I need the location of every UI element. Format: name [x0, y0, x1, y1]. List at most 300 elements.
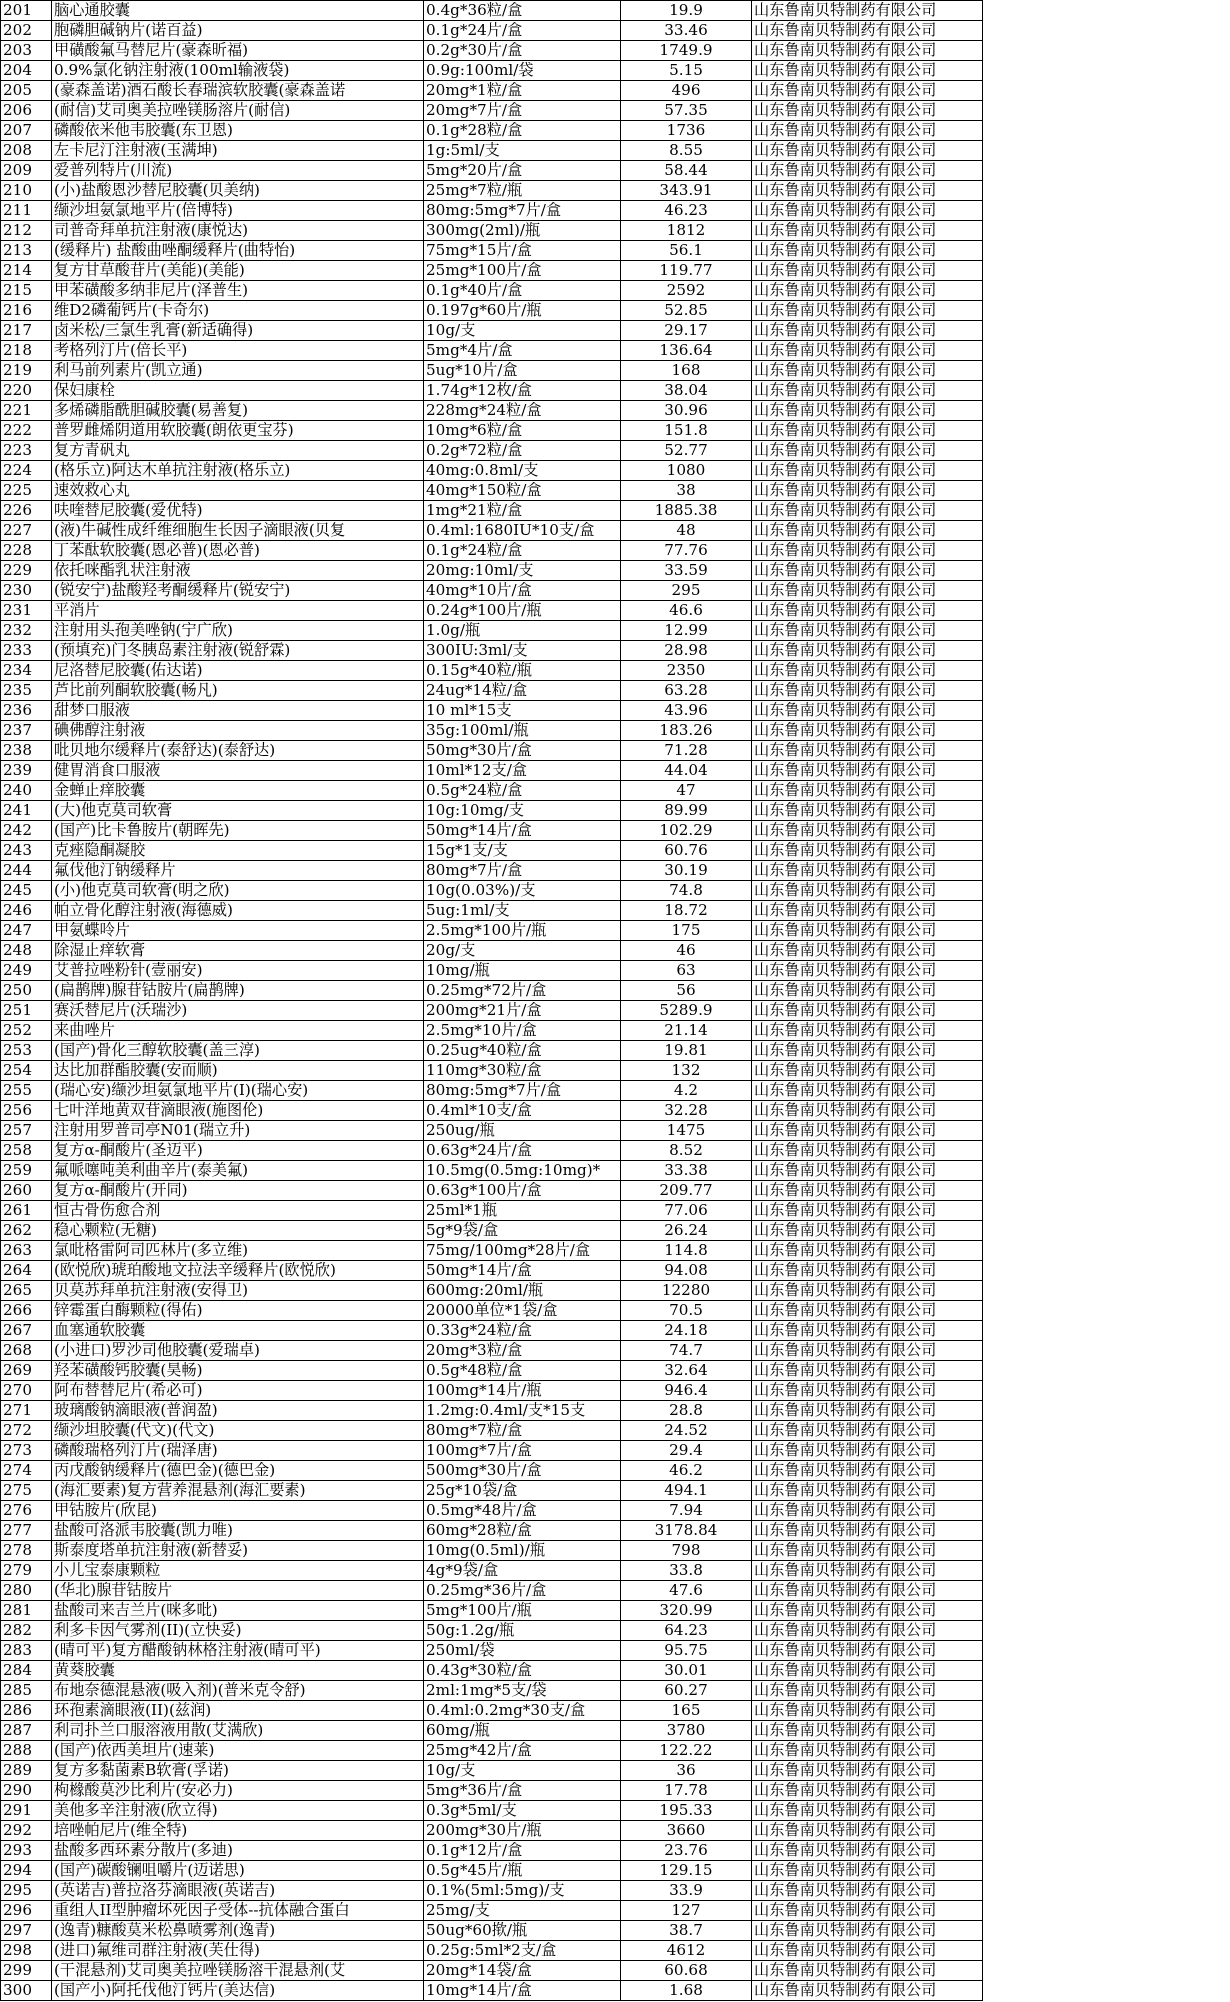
manufacturer-cell[interactable]: 山东鲁南贝特制药有限公司	[752, 881, 983, 901]
row-number-cell[interactable]: 218	[1, 341, 52, 361]
price-cell[interactable]: 1.68	[621, 1981, 752, 2001]
manufacturer-cell[interactable]: 山东鲁南贝特制药有限公司	[752, 621, 983, 641]
price-cell[interactable]: 21.14	[621, 1021, 752, 1041]
manufacturer-cell[interactable]: 山东鲁南贝特制药有限公司	[752, 1681, 983, 1701]
price-cell[interactable]: 26.24	[621, 1221, 752, 1241]
manufacturer-cell[interactable]: 山东鲁南贝特制药有限公司	[752, 1981, 983, 2001]
row-number-cell[interactable]: 233	[1, 641, 52, 661]
drug-name-cell[interactable]: 复方α-酮酸片(圣迈平)	[52, 1141, 424, 1161]
manufacturer-cell[interactable]: 山东鲁南贝特制药有限公司	[752, 21, 983, 41]
specification-cell[interactable]: 1g:5ml/支	[424, 141, 621, 161]
price-cell[interactable]: 60.27	[621, 1681, 752, 1701]
row-number-cell[interactable]: 284	[1, 1661, 52, 1681]
specification-cell[interactable]: 20000单位*1袋/盒	[424, 1301, 621, 1321]
price-cell[interactable]: 30.96	[621, 401, 752, 421]
manufacturer-cell[interactable]: 山东鲁南贝特制药有限公司	[752, 1, 983, 21]
drug-name-cell[interactable]: 健胃消食口服液	[52, 761, 424, 781]
drug-name-cell[interactable]: 复方多黏菌素B软膏(孚诺)	[52, 1761, 424, 1781]
manufacturer-cell[interactable]: 山东鲁南贝特制药有限公司	[752, 1021, 983, 1041]
drug-name-cell[interactable]: 艾普拉唑粉针(壹丽安)	[52, 961, 424, 981]
specification-cell[interactable]: 100mg*14片/瓶	[424, 1381, 621, 1401]
price-cell[interactable]: 33.38	[621, 1161, 752, 1181]
manufacturer-cell[interactable]: 山东鲁南贝特制药有限公司	[752, 681, 983, 701]
price-cell[interactable]: 1812	[621, 221, 752, 241]
manufacturer-cell[interactable]: 山东鲁南贝特制药有限公司	[752, 1501, 983, 1521]
drug-name-cell[interactable]: 卤米松/三氯生乳膏(新适确得)	[52, 321, 424, 341]
price-cell[interactable]: 46	[621, 941, 752, 961]
price-cell[interactable]: 17.78	[621, 1781, 752, 1801]
specification-cell[interactable]: 60mg*28粒/盒	[424, 1521, 621, 1541]
price-cell[interactable]: 183.26	[621, 721, 752, 741]
price-cell[interactable]: 119.77	[621, 261, 752, 281]
specification-cell[interactable]: 75mg/100mg*28片/盒	[424, 1241, 621, 1261]
row-number-cell[interactable]: 242	[1, 821, 52, 841]
specification-cell[interactable]: 80mg:5mg*7片/盒	[424, 201, 621, 221]
specification-cell[interactable]: 200mg*21片/盒	[424, 1001, 621, 1021]
drug-name-cell[interactable]: (豪森盖诺)酒石酸长春瑞滨软胶囊(豪森盖诺	[52, 81, 424, 101]
drug-name-cell[interactable]: 氟哌噻吨美利曲辛片(泰美氟)	[52, 1161, 424, 1181]
row-number-cell[interactable]: 248	[1, 941, 52, 961]
row-number-cell[interactable]: 227	[1, 521, 52, 541]
price-cell[interactable]: 46.6	[621, 601, 752, 621]
specification-cell[interactable]: 0.197g*60片/瓶	[424, 301, 621, 321]
specification-cell[interactable]: 10g:10mg/支	[424, 801, 621, 821]
price-cell[interactable]: 151.8	[621, 421, 752, 441]
row-number-cell[interactable]: 292	[1, 1821, 52, 1841]
price-cell[interactable]: 4.2	[621, 1081, 752, 1101]
row-number-cell[interactable]: 281	[1, 1601, 52, 1621]
price-cell[interactable]: 32.28	[621, 1101, 752, 1121]
price-cell[interactable]: 36	[621, 1761, 752, 1781]
specification-cell[interactable]: 10ml*12支/盒	[424, 761, 621, 781]
manufacturer-cell[interactable]: 山东鲁南贝特制药有限公司	[752, 781, 983, 801]
price-cell[interactable]: 7.94	[621, 1501, 752, 1521]
row-number-cell[interactable]: 262	[1, 1221, 52, 1241]
row-number-cell[interactable]: 251	[1, 1001, 52, 1021]
manufacturer-cell[interactable]: 山东鲁南贝特制药有限公司	[752, 1301, 983, 1321]
specification-cell[interactable]: 10mg/瓶	[424, 961, 621, 981]
price-cell[interactable]: 122.22	[621, 1741, 752, 1761]
drug-name-cell[interactable]: 甜梦口服液	[52, 701, 424, 721]
row-number-cell[interactable]: 238	[1, 741, 52, 761]
price-cell[interactable]: 46.23	[621, 201, 752, 221]
drug-name-cell[interactable]: 达比加群酯胶囊(安而顺)	[52, 1061, 424, 1081]
price-cell[interactable]: 295	[621, 581, 752, 601]
manufacturer-cell[interactable]: 山东鲁南贝特制药有限公司	[752, 561, 983, 581]
manufacturer-cell[interactable]: 山东鲁南贝特制药有限公司	[752, 981, 983, 1001]
price-cell[interactable]: 102.29	[621, 821, 752, 841]
manufacturer-cell[interactable]: 山东鲁南贝特制药有限公司	[752, 261, 983, 281]
manufacturer-cell[interactable]: 山东鲁南贝特制药有限公司	[752, 61, 983, 81]
drug-name-cell[interactable]: 恒古骨伤愈合剂	[52, 1201, 424, 1221]
row-number-cell[interactable]: 300	[1, 1981, 52, 2001]
row-number-cell[interactable]: 252	[1, 1021, 52, 1041]
row-number-cell[interactable]: 230	[1, 581, 52, 601]
price-cell[interactable]: 47	[621, 781, 752, 801]
row-number-cell[interactable]: 246	[1, 901, 52, 921]
drug-name-cell[interactable]: 盐酸多西环素分散片(多迪)	[52, 1841, 424, 1861]
row-number-cell[interactable]: 224	[1, 461, 52, 481]
manufacturer-cell[interactable]: 山东鲁南贝特制药有限公司	[752, 1881, 983, 1901]
row-number-cell[interactable]: 274	[1, 1461, 52, 1481]
drug-name-cell[interactable]: 环孢素滴眼液(II)(兹润)	[52, 1701, 424, 1721]
row-number-cell[interactable]: 254	[1, 1061, 52, 1081]
price-cell[interactable]: 77.06	[621, 1201, 752, 1221]
price-cell[interactable]: 8.52	[621, 1141, 752, 1161]
manufacturer-cell[interactable]: 山东鲁南贝特制药有限公司	[752, 1001, 983, 1021]
manufacturer-cell[interactable]: 山东鲁南贝特制药有限公司	[752, 1081, 983, 1101]
drug-name-cell[interactable]: 胞磷胆碱钠片(诺百益)	[52, 21, 424, 41]
drug-name-cell[interactable]: 磷酸瑞格列汀片(瑞泽唐)	[52, 1441, 424, 1461]
row-number-cell[interactable]: 204	[1, 61, 52, 81]
drug-name-cell[interactable]: 金蝉止痒胶囊	[52, 781, 424, 801]
price-cell[interactable]: 52.77	[621, 441, 752, 461]
specification-cell[interactable]: 10mg*6粒/盒	[424, 421, 621, 441]
manufacturer-cell[interactable]: 山东鲁南贝特制药有限公司	[752, 941, 983, 961]
manufacturer-cell[interactable]: 山东鲁南贝特制药有限公司	[752, 1821, 983, 1841]
specification-cell[interactable]: 40mg*10片/盒	[424, 581, 621, 601]
row-number-cell[interactable]: 289	[1, 1761, 52, 1781]
manufacturer-cell[interactable]: 山东鲁南贝特制药有限公司	[752, 1901, 983, 1921]
manufacturer-cell[interactable]: 山东鲁南贝特制药有限公司	[752, 1401, 983, 1421]
price-cell[interactable]: 114.8	[621, 1241, 752, 1261]
specification-cell[interactable]: 50mg*30片/盒	[424, 741, 621, 761]
manufacturer-cell[interactable]: 山东鲁南贝特制药有限公司	[752, 341, 983, 361]
specification-cell[interactable]: 0.4g*36粒/盒	[424, 1, 621, 21]
price-cell[interactable]: 18.72	[621, 901, 752, 921]
row-number-cell[interactable]: 215	[1, 281, 52, 301]
specification-cell[interactable]: 40mg*150粒/盒	[424, 481, 621, 501]
drug-name-cell[interactable]: 平消片	[52, 601, 424, 621]
drug-name-cell[interactable]: (晴可平)复方醋酸钠林格注射液(晴可平)	[52, 1641, 424, 1661]
drug-name-cell[interactable]: 斯泰度塔单抗注射液(新替妥)	[52, 1541, 424, 1561]
specification-cell[interactable]: 228mg*24粒/盒	[424, 401, 621, 421]
specification-cell[interactable]: 25ml*1瓶	[424, 1201, 621, 1221]
price-cell[interactable]: 43.96	[621, 701, 752, 721]
drug-name-cell[interactable]: 司普奇拜单抗注射液(康悦达)	[52, 221, 424, 241]
manufacturer-cell[interactable]: 山东鲁南贝特制药有限公司	[752, 1041, 983, 1061]
row-number-cell[interactable]: 278	[1, 1541, 52, 1561]
specification-cell[interactable]: 20mg:10ml/支	[424, 561, 621, 581]
row-number-cell[interactable]: 219	[1, 361, 52, 381]
price-cell[interactable]: 19.9	[621, 1, 752, 21]
drug-name-cell[interactable]: 缬沙坦胶囊(代文)(代文)	[52, 1421, 424, 1441]
drug-name-cell[interactable]: (国产)骨化三醇软胶囊(盖三淳)	[52, 1041, 424, 1061]
specification-cell[interactable]: 5g*9袋/盒	[424, 1221, 621, 1241]
row-number-cell[interactable]: 255	[1, 1081, 52, 1101]
row-number-cell[interactable]: 264	[1, 1261, 52, 1281]
drug-name-cell[interactable]: (耐信)艾司奥美拉唑镁肠溶片(耐信)	[52, 101, 424, 121]
drug-name-cell[interactable]: 锌霉蛋白酶颗粒(得佑)	[52, 1301, 424, 1321]
manufacturer-cell[interactable]: 山东鲁南贝特制药有限公司	[752, 1221, 983, 1241]
drug-name-cell[interactable]: 丁苯酞软胶囊(恩必普)(恩必普)	[52, 541, 424, 561]
manufacturer-cell[interactable]: 山东鲁南贝特制药有限公司	[752, 1321, 983, 1341]
price-cell[interactable]: 44.04	[621, 761, 752, 781]
row-number-cell[interactable]: 260	[1, 1181, 52, 1201]
row-number-cell[interactable]: 245	[1, 881, 52, 901]
price-cell[interactable]: 30.19	[621, 861, 752, 881]
price-cell[interactable]: 94.08	[621, 1261, 752, 1281]
specification-cell[interactable]: 250ml/袋	[424, 1641, 621, 1661]
manufacturer-cell[interactable]: 山东鲁南贝特制药有限公司	[752, 301, 983, 321]
specification-cell[interactable]: 0.2g*30片/盒	[424, 41, 621, 61]
manufacturer-cell[interactable]: 山东鲁南贝特制药有限公司	[752, 441, 983, 461]
manufacturer-cell[interactable]: 山东鲁南贝特制药有限公司	[752, 101, 983, 121]
row-number-cell[interactable]: 228	[1, 541, 52, 561]
specification-cell[interactable]: 5mg*20片/盒	[424, 161, 621, 181]
row-number-cell[interactable]: 259	[1, 1161, 52, 1181]
row-number-cell[interactable]: 266	[1, 1301, 52, 1321]
specification-cell[interactable]: 200mg*30片/瓶	[424, 1821, 621, 1841]
manufacturer-cell[interactable]: 山东鲁南贝特制药有限公司	[752, 821, 983, 841]
price-cell[interactable]: 494.1	[621, 1481, 752, 1501]
drug-name-cell[interactable]: 注射用罗普司亭N01(瑞立升)	[52, 1121, 424, 1141]
drug-name-cell[interactable]: (液)牛碱性成纤维细胞生长因子滴眼液(贝复	[52, 521, 424, 541]
price-cell[interactable]: 8.55	[621, 141, 752, 161]
manufacturer-cell[interactable]: 山东鲁南贝特制药有限公司	[752, 1341, 983, 1361]
specification-cell[interactable]: 20mg*1粒/盒	[424, 81, 621, 101]
manufacturer-cell[interactable]: 山东鲁南贝特制药有限公司	[752, 361, 983, 381]
manufacturer-cell[interactable]: 山东鲁南贝特制药有限公司	[752, 1961, 983, 1981]
specification-cell[interactable]: 10g(0.03%)/支	[424, 881, 621, 901]
manufacturer-cell[interactable]: 山东鲁南贝特制药有限公司	[752, 1381, 983, 1401]
row-number-cell[interactable]: 283	[1, 1641, 52, 1661]
drug-name-cell[interactable]: (国产)依西美坦片(速莱)	[52, 1741, 424, 1761]
drug-name-cell[interactable]: 布地奈德混悬液(吸入剂)(普米克令舒)	[52, 1681, 424, 1701]
drug-name-cell[interactable]: 黄葵胶囊	[52, 1661, 424, 1681]
price-cell[interactable]: 19.81	[621, 1041, 752, 1061]
drug-name-cell[interactable]: 碘佛醇注射液	[52, 721, 424, 741]
price-cell[interactable]: 33.46	[621, 21, 752, 41]
drug-name-cell[interactable]: 爱普列特片(川流)	[52, 161, 424, 181]
specification-cell[interactable]: 20mg*7片/盒	[424, 101, 621, 121]
manufacturer-cell[interactable]: 山东鲁南贝特制药有限公司	[752, 1921, 983, 1941]
row-number-cell[interactable]: 243	[1, 841, 52, 861]
specification-cell[interactable]: 25g*10袋/盒	[424, 1481, 621, 1501]
drug-name-cell[interactable]: 呋喹替尼胶囊(爱优特)	[52, 501, 424, 521]
manufacturer-cell[interactable]: 山东鲁南贝特制药有限公司	[752, 721, 983, 741]
manufacturer-cell[interactable]: 山东鲁南贝特制药有限公司	[752, 461, 983, 481]
manufacturer-cell[interactable]: 山东鲁南贝特制药有限公司	[752, 481, 983, 501]
manufacturer-cell[interactable]: 山东鲁南贝特制药有限公司	[752, 1101, 983, 1121]
price-cell[interactable]: 946.4	[621, 1381, 752, 1401]
manufacturer-cell[interactable]: 山东鲁南贝特制药有限公司	[752, 541, 983, 561]
price-cell[interactable]: 798	[621, 1541, 752, 1561]
row-number-cell[interactable]: 267	[1, 1321, 52, 1341]
specification-cell[interactable]: 0.3g*5ml/支	[424, 1801, 621, 1821]
row-number-cell[interactable]: 203	[1, 41, 52, 61]
specification-cell[interactable]: 5mg*100片/瓶	[424, 1601, 621, 1621]
manufacturer-cell[interactable]: 山东鲁南贝特制药有限公司	[752, 1741, 983, 1761]
manufacturer-cell[interactable]: 山东鲁南贝特制药有限公司	[752, 1541, 983, 1561]
price-cell[interactable]: 32.64	[621, 1361, 752, 1381]
specification-cell[interactable]: 40mg:0.8ml/支	[424, 461, 621, 481]
row-number-cell[interactable]: 211	[1, 201, 52, 221]
manufacturer-cell[interactable]: 山东鲁南贝特制药有限公司	[752, 921, 983, 941]
drug-name-cell[interactable]: 氯吡格雷阿司匹林片(多立维)	[52, 1241, 424, 1261]
price-cell[interactable]: 1080	[621, 461, 752, 481]
price-cell[interactable]: 74.8	[621, 881, 752, 901]
specification-cell[interactable]: 5mg*36片/盒	[424, 1781, 621, 1801]
row-number-cell[interactable]: 213	[1, 241, 52, 261]
drug-name-cell[interactable]: (瑞心安)缬沙坦氨氯地平片(I)(瑞心安)	[52, 1081, 424, 1101]
specification-cell[interactable]: 0.4ml:0.2mg*30支/盒	[424, 1701, 621, 1721]
price-cell[interactable]: 77.76	[621, 541, 752, 561]
price-cell[interactable]: 5289.9	[621, 1001, 752, 1021]
price-cell[interactable]: 63.28	[621, 681, 752, 701]
manufacturer-cell[interactable]: 山东鲁南贝特制药有限公司	[752, 1621, 983, 1641]
drug-name-cell[interactable]: 丙戊酸钠缓释片(德巴金)(德巴金)	[52, 1461, 424, 1481]
specification-cell[interactable]: 60mg/瓶	[424, 1721, 621, 1741]
specification-cell[interactable]: 0.5g*48粒/盒	[424, 1361, 621, 1381]
row-number-cell[interactable]: 234	[1, 661, 52, 681]
row-number-cell[interactable]: 201	[1, 1, 52, 21]
manufacturer-cell[interactable]: 山东鲁南贝特制药有限公司	[752, 201, 983, 221]
drug-name-cell[interactable]: 速效救心丸	[52, 481, 424, 501]
specification-cell[interactable]: 300IU:3ml/支	[424, 641, 621, 661]
specification-cell[interactable]: 25mg*7粒/瓶	[424, 181, 621, 201]
price-cell[interactable]: 63	[621, 961, 752, 981]
manufacturer-cell[interactable]: 山东鲁南贝特制药有限公司	[752, 1561, 983, 1581]
drug-name-cell[interactable]: 除湿止痒软膏	[52, 941, 424, 961]
specification-cell[interactable]: 20g/支	[424, 941, 621, 961]
manufacturer-cell[interactable]: 山东鲁南贝特制药有限公司	[752, 1781, 983, 1801]
specification-cell[interactable]: 0.63g*24片/盒	[424, 1141, 621, 1161]
row-number-cell[interactable]: 269	[1, 1361, 52, 1381]
price-cell[interactable]: 71.28	[621, 741, 752, 761]
price-cell[interactable]: 165	[621, 1701, 752, 1721]
specification-cell[interactable]: 0.5mg*48片/盒	[424, 1501, 621, 1521]
drug-name-cell[interactable]: 氟伐他汀钠缓释片	[52, 861, 424, 881]
drug-name-cell[interactable]: (小)盐酸恩沙替尼胶囊(贝美纳)	[52, 181, 424, 201]
row-number-cell[interactable]: 229	[1, 561, 52, 581]
manufacturer-cell[interactable]: 山东鲁南贝特制药有限公司	[752, 1801, 983, 1821]
drug-name-cell[interactable]: (小进口)罗沙司他胶囊(爱瑞卓)	[52, 1341, 424, 1361]
drug-name-cell[interactable]: 利司扑兰口服溶液用散(艾满欣)	[52, 1721, 424, 1741]
specification-cell[interactable]: 0.15g*40粒/瓶	[424, 661, 621, 681]
drug-name-cell[interactable]: 缬沙坦氨氯地平片(倍博特)	[52, 201, 424, 221]
row-number-cell[interactable]: 257	[1, 1121, 52, 1141]
drug-name-cell[interactable]: (锐安宁)盐酸羟考酮缓释片(锐安宁)	[52, 581, 424, 601]
row-number-cell[interactable]: 223	[1, 441, 52, 461]
row-number-cell[interactable]: 298	[1, 1941, 52, 1961]
drug-name-cell[interactable]: 甲氨蝶呤片	[52, 921, 424, 941]
specification-cell[interactable]: 75mg*15片/盒	[424, 241, 621, 261]
specification-cell[interactable]: 2ml:1mg*5支/袋	[424, 1681, 621, 1701]
row-number-cell[interactable]: 290	[1, 1781, 52, 1801]
price-cell[interactable]: 46.2	[621, 1461, 752, 1481]
price-cell[interactable]: 56	[621, 981, 752, 1001]
row-number-cell[interactable]: 202	[1, 21, 52, 41]
specification-cell[interactable]: 1.0g/瓶	[424, 621, 621, 641]
drug-name-cell[interactable]: 依托咪酯乳状注射液	[52, 561, 424, 581]
specification-cell[interactable]: 0.4ml*10支/盒	[424, 1101, 621, 1121]
manufacturer-cell[interactable]: 山东鲁南贝特制药有限公司	[752, 741, 983, 761]
row-number-cell[interactable]: 214	[1, 261, 52, 281]
manufacturer-cell[interactable]: 山东鲁南贝特制药有限公司	[752, 701, 983, 721]
drug-name-cell[interactable]: 吡贝地尔缓释片(泰舒达)(泰舒达)	[52, 741, 424, 761]
row-number-cell[interactable]: 294	[1, 1861, 52, 1881]
manufacturer-cell[interactable]: 山东鲁南贝特制药有限公司	[752, 1481, 983, 1501]
row-number-cell[interactable]: 293	[1, 1841, 52, 1861]
price-cell[interactable]: 127	[621, 1901, 752, 1921]
manufacturer-cell[interactable]: 山东鲁南贝特制药有限公司	[752, 121, 983, 141]
price-cell[interactable]: 132	[621, 1061, 752, 1081]
row-number-cell[interactable]: 225	[1, 481, 52, 501]
row-number-cell[interactable]: 226	[1, 501, 52, 521]
row-number-cell[interactable]: 263	[1, 1241, 52, 1261]
drug-name-cell[interactable]: 重组人II型肿瘤坏死因子受体--抗体融合蛋白	[52, 1901, 424, 1921]
specification-cell[interactable]: 50mg*14片/盒	[424, 821, 621, 841]
price-cell[interactable]: 95.75	[621, 1641, 752, 1661]
manufacturer-cell[interactable]: 山东鲁南贝特制药有限公司	[752, 761, 983, 781]
specification-cell[interactable]: 5ug:1ml/支	[424, 901, 621, 921]
drug-name-cell[interactable]: 尼洛替尼胶囊(佑达诺)	[52, 661, 424, 681]
drug-name-cell[interactable]: 0.9%氯化钠注射液(100ml输液袋)	[52, 61, 424, 81]
specification-cell[interactable]: 0.5g*24粒/盒	[424, 781, 621, 801]
price-cell[interactable]: 48	[621, 521, 752, 541]
specification-cell[interactable]: 80mg:5mg*7片/盒	[424, 1081, 621, 1101]
row-number-cell[interactable]: 299	[1, 1961, 52, 1981]
row-number-cell[interactable]: 235	[1, 681, 52, 701]
drug-name-cell[interactable]: 脑心通胶囊	[52, 1, 424, 21]
drug-name-cell[interactable]: 来曲唑片	[52, 1021, 424, 1041]
price-cell[interactable]: 496	[621, 81, 752, 101]
manufacturer-cell[interactable]: 山东鲁南贝特制药有限公司	[752, 1521, 983, 1541]
price-cell[interactable]: 60.68	[621, 1961, 752, 1981]
price-cell[interactable]: 168	[621, 361, 752, 381]
drug-name-cell[interactable]: 甲钴胺片(欣昆)	[52, 1501, 424, 1521]
price-cell[interactable]: 38.04	[621, 381, 752, 401]
price-cell[interactable]: 4612	[621, 1941, 752, 1961]
specification-cell[interactable]: 10 ml*15支	[424, 701, 621, 721]
manufacturer-cell[interactable]: 山东鲁南贝特制药有限公司	[752, 501, 983, 521]
price-cell[interactable]: 3780	[621, 1721, 752, 1741]
row-number-cell[interactable]: 212	[1, 221, 52, 241]
price-cell[interactable]: 28.8	[621, 1401, 752, 1421]
specification-cell[interactable]: 4g*9袋/盒	[424, 1561, 621, 1581]
specification-cell[interactable]: 0.24g*100片/瓶	[424, 601, 621, 621]
row-number-cell[interactable]: 208	[1, 141, 52, 161]
price-cell[interactable]: 29.17	[621, 321, 752, 341]
specification-cell[interactable]: 100mg*7片/盒	[424, 1441, 621, 1461]
drug-name-cell[interactable]: 盐酸司来吉兰片(咪多吡)	[52, 1601, 424, 1621]
row-number-cell[interactable]: 280	[1, 1581, 52, 1601]
manufacturer-cell[interactable]: 山东鲁南贝特制药有限公司	[752, 641, 983, 661]
drug-name-cell[interactable]: (英诺吉)普拉洛芬滴眼液(英诺吉)	[52, 1881, 424, 1901]
row-number-cell[interactable]: 295	[1, 1881, 52, 1901]
drug-name-cell[interactable]: (大)他克莫司软膏	[52, 801, 424, 821]
row-number-cell[interactable]: 256	[1, 1101, 52, 1121]
manufacturer-cell[interactable]: 山东鲁南贝特制药有限公司	[752, 1461, 983, 1481]
row-number-cell[interactable]: 241	[1, 801, 52, 821]
specification-cell[interactable]: 110mg*30粒/盒	[424, 1061, 621, 1081]
row-number-cell[interactable]: 253	[1, 1041, 52, 1061]
specification-cell[interactable]: 10mg*14片/盒	[424, 1981, 621, 2001]
row-number-cell[interactable]: 207	[1, 121, 52, 141]
price-cell[interactable]: 23.76	[621, 1841, 752, 1861]
row-number-cell[interactable]: 250	[1, 981, 52, 1001]
manufacturer-cell[interactable]: 山东鲁南贝特制药有限公司	[752, 841, 983, 861]
drug-name-cell[interactable]: (预填充)门冬胰岛素注射液(锐舒霖)	[52, 641, 424, 661]
drug-name-cell[interactable]: (格乐立)阿达木单抗注射液(格乐立)	[52, 461, 424, 481]
drug-name-cell[interactable]: 维D2磷葡钙片(卡奇尔)	[52, 301, 424, 321]
manufacturer-cell[interactable]: 山东鲁南贝特制药有限公司	[752, 1181, 983, 1201]
price-cell[interactable]: 1475	[621, 1121, 752, 1141]
price-cell[interactable]: 24.52	[621, 1421, 752, 1441]
drug-name-cell[interactable]: 复方青矾丸	[52, 441, 424, 461]
specification-cell[interactable]: 2.5mg*100片/瓶	[424, 921, 621, 941]
